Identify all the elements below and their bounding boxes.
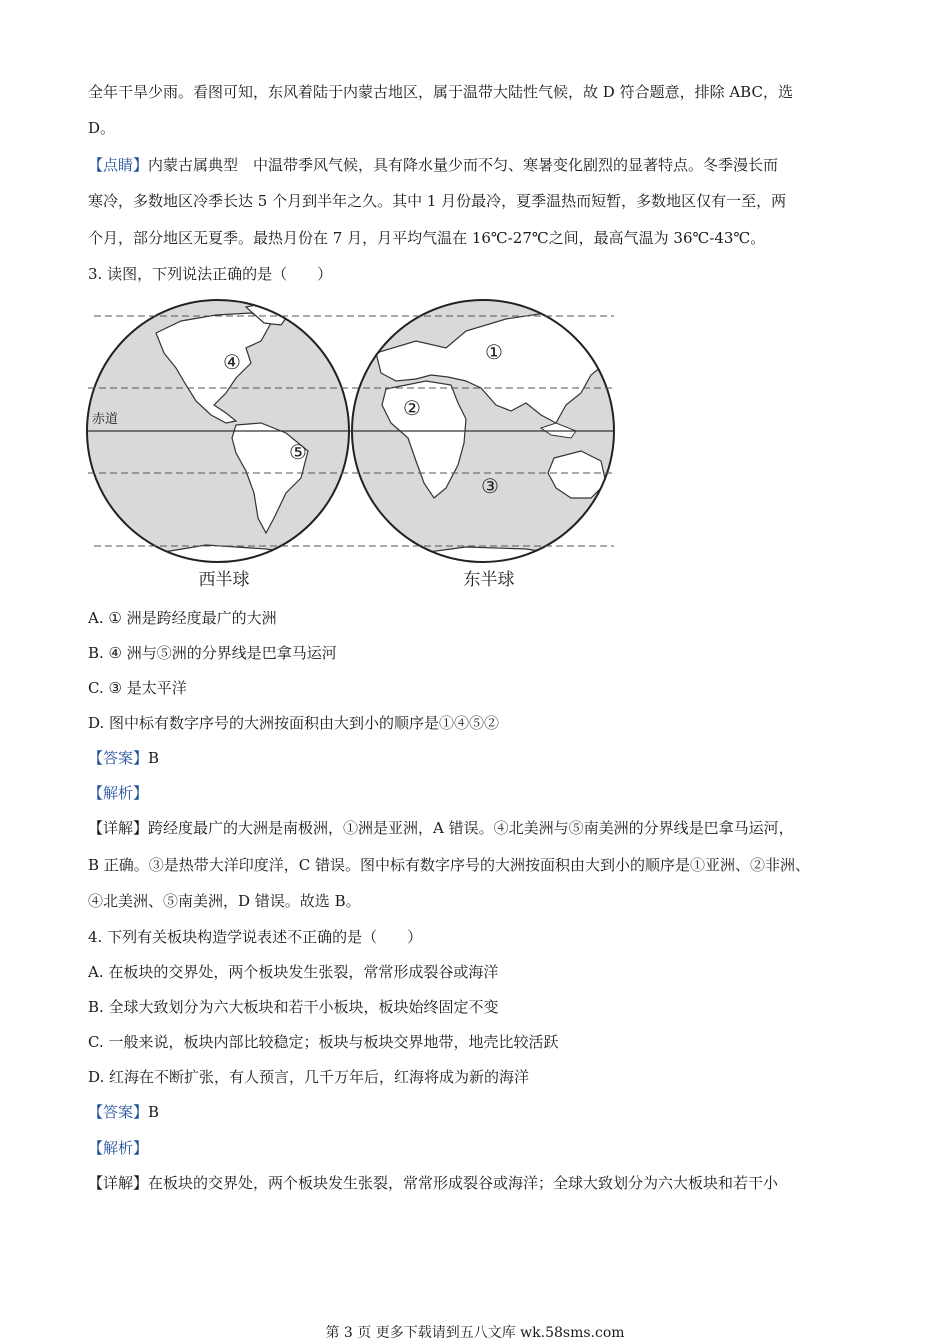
detail-label: 【详解】 (88, 819, 149, 837)
label-5: ⑤ (289, 440, 307, 464)
question-4: 4. 下列有关板块构造学说表述不正确的是（ ） (88, 928, 423, 946)
option-c: C. ③ 是太平洋 (88, 679, 187, 697)
label-4: ④ (223, 350, 241, 374)
question-3: 3. 读图，下列说法正确的是（ ） (88, 265, 333, 283)
answer-value: B (148, 1103, 160, 1121)
label-3: ③ (481, 474, 499, 498)
text-line: 个月，部分地区无夏季。最热月份在 7 月，月平均气温在 16℃-27℃之间，最高气温为 36℃-43℃。 (88, 229, 766, 247)
text-line: 全年干旱少雨。看图可知，东风着陆于内蒙古地区，属于温带大陆性气候，故 D 符合题意，排除 ABC，选 (88, 83, 793, 101)
option-c: C. 一般来说，板块内部比较稳定；板块与板块交界地带，地壳比较活跃 (88, 1033, 559, 1051)
detail-line: ④北美洲、⑤南美洲，D 错误。故选 B。 (88, 892, 361, 910)
hemisphere-map (86, 293, 616, 593)
tip-label: 【点睛】 (88, 156, 149, 174)
text-line: 寒冷，多数地区冷季长达 5 个月到半年之久。其中 1 月份最冷，夏季温热而短暂，多数地区仅有一至，两 (88, 192, 787, 210)
answer-label: 【答案】 (88, 749, 149, 767)
west-caption: 西半球 (198, 570, 250, 590)
analysis-label: 【解析】 (88, 784, 149, 802)
equator-label: 赤道 (92, 412, 119, 427)
text-line: D。 (88, 119, 116, 137)
eastern-hemisphere (348, 293, 616, 573)
page-footer: 第 3 页 更多下载请到五八文库 wk.58sms.com (325, 1325, 625, 1341)
detail-label: 【详解】 (88, 1174, 149, 1192)
hemisphere-map-svg (86, 293, 616, 593)
analysis-label: 【解析】 (88, 1139, 149, 1157)
option-a: A. ① 洲是跨经度最广的大洲 (88, 609, 277, 627)
answer-value: B (148, 749, 160, 767)
east-caption: 东半球 (463, 570, 515, 590)
option-d: D. 红海在不断扩张，有人预言，几千万年后，红海将成为新的海洋 (88, 1068, 530, 1086)
western-hemisphere (86, 293, 356, 573)
detail-line (88, 818, 794, 838)
detail-text: 跨经度最广的大洲是南极洲，①洲是亚洲，A 错误。④北美洲与⑤南美洲的分界线是巴拿马运河， (148, 819, 794, 837)
label-1: ① (485, 340, 503, 364)
tip-line (88, 155, 778, 175)
detail-line (88, 1173, 778, 1193)
option-a: A. 在板块的交界处，两个板块发生张裂，常常形成裂谷或海洋 (88, 963, 499, 981)
label-2: ② (403, 396, 421, 420)
answer-line (88, 1102, 159, 1122)
detail-line: B 正确。③是热带大洋印度洋，C 错误。图中标有数字序号的大洲按面积由大到小的顺序是①亚洲、②非洲、 (88, 856, 811, 874)
detail-text: 在板块的交界处，两个板块发生张裂，常常形成裂谷或海洋；全球大致划分为六大板块和若干小 (148, 1174, 779, 1192)
option-b: B. 全球大致划分为六大板块和若干小板块，板块始终固定不变 (88, 998, 499, 1016)
answer-label: 【答案】 (88, 1103, 149, 1121)
tip-text: 内蒙古属典型 中温带季风气候，具有降水量少而不匀、寒暑变化剧烈的显著特点。冬季漫长而 (148, 156, 779, 174)
answer-line (88, 748, 159, 768)
option-d: D. 图中标有数字序号的大洲按面积由大到小的顺序是①④⑤② (88, 714, 500, 732)
option-b: B. ④ 洲与⑤洲的分界线是巴拿马运河 (88, 644, 337, 662)
